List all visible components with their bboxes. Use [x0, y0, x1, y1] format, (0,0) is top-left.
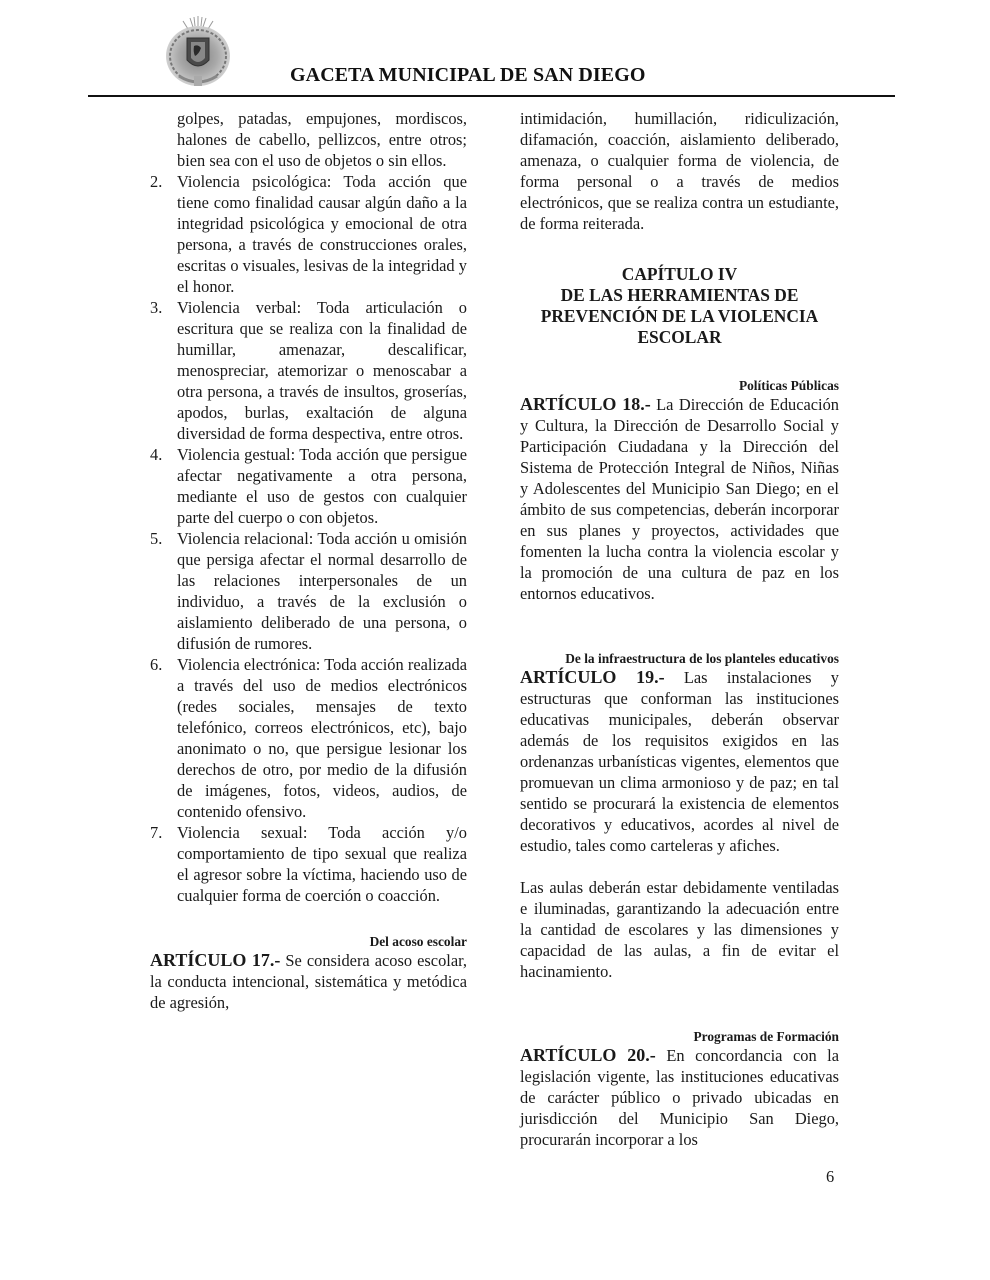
- list-number: 2.: [150, 172, 163, 191]
- violence-types-list: [150, 108, 467, 906]
- article-17-text: Se considera acoso escolar, la conducta intencional, sistemática y metódica de agresión,: [150, 951, 468, 1012]
- list-item: [150, 444, 467, 528]
- left-column: [150, 108, 467, 1013]
- article-18-subheading: Políticas Públicas: [738, 378, 839, 393]
- list-number: 3.: [150, 298, 163, 317]
- list-item-text: golpes, patadas, empujones, mordiscos, halones de cabello, pellizcos, entre otros; bien sea con el uso de objetos o sin ellos.: [177, 109, 467, 170]
- list-item-continuation: [150, 108, 467, 171]
- article-18-body: [520, 394, 839, 604]
- chapter-heading: [520, 264, 839, 348]
- article-19-label: ARTÍCULO 19.-: [520, 667, 665, 687]
- list-number: 5.: [150, 529, 163, 548]
- header-divider: [88, 95, 895, 97]
- list-number: 6.: [150, 655, 163, 674]
- chapter-title-line: DE LAS HERRAMIENTAS DE: [560, 285, 799, 305]
- chapter-title-line: PREVENCIÓN DE LA VIOLENCIA: [540, 306, 819, 326]
- article-19-text: Las instalaciones y estructuras que conforman las instituciones educativas municipales, deberán observar además de los requisitos exigidos en las ordenanzas urbanísticas vigentes, elementos que promuevan un clima armonioso y de paz; en tal sentido se procurará la existencia de elementos decorativos y educativos, acordes al nivel de estudio, tales como carteleras y afiches.: [520, 668, 839, 855]
- list-item: [150, 297, 467, 444]
- article-18-label: ARTÍCULO 18.-: [520, 394, 651, 414]
- list-item: [150, 528, 467, 654]
- list-number: 4.: [150, 445, 163, 464]
- article-17-body: [150, 950, 467, 1013]
- list-item: [150, 822, 467, 906]
- list-item-text: Violencia psicológica: Toda acción que tiene como finalidad causar algún daño a la integridad psicológica y emocional de otra persona, a través de construcciones orales, escritas o visuales, lesivas de la integridad y el honor.: [177, 172, 467, 296]
- list-item-text: Violencia electrónica: Toda acción realizada a través del uso de medios electrónicos (redes sociales, mensajes de texto telefónico, correos electrónicos, etc), bajo anonimato o no, que persigue lesionar los derechos de otro, por medio de la difusión de imágenes, fotos, videos, audios, de contenido ofensivo.: [177, 655, 467, 821]
- article-20-body: [520, 1045, 839, 1150]
- list-item-text: Violencia relacional: Toda acción u omisión que persiga afectar el normal desarrollo de las relaciones interpersonales de un individuo, a través de la exclusión o aislamiento deliberado de una persona, o difusión de rumores.: [177, 529, 467, 653]
- right-column: [520, 108, 839, 1150]
- list-number: 7.: [150, 823, 163, 842]
- list-item: [150, 654, 467, 822]
- article-19-paragraph-2: Las aulas deberán estar debidamente ventiladas e iluminadas, garantizando la adecuación entre la cantidad de escolares y las dimensiones y capacidad de las aulas, a fin de evitar el hacinamiento.: [520, 878, 839, 981]
- article-17-subheading: Del acoso escolar: [369, 934, 467, 949]
- article-18-text: La Dirección de Educación y Cultura, la Dirección de Desarrollo Social y Participación Ciudadana y la Dirección del Sistema de Protección Integral de Niños, Niñas y Adolescentes del Municipio San Diego; en el ámbito de sus competencias, deberán incorporar en sus planes y proyectos, actividades que fomenten la lucha contra la violencia escolar y la promoción de una cultura de paz en los entornos educativos.: [520, 395, 839, 603]
- chapter-title-line: ESCOLAR: [637, 327, 722, 347]
- page-number: 6: [826, 1167, 835, 1186]
- list-item: [150, 171, 467, 297]
- gazette-title: GACETA MUNICIPAL DE SAN DIEGO: [290, 64, 646, 86]
- article-20-label: ARTÍCULO 20.-: [520, 1045, 656, 1065]
- list-item-text: Violencia gestual: Toda acción que persigue afectar negativamente a otra persona, mediante el uso de gestos con cualquier parte del cuerpo o con objetos.: [177, 445, 467, 527]
- list-item-text: Violencia verbal: Toda articulación o escritura que se realiza con la finalidad de humillar, amenazar, descalificar, menospreciar, atemorizar o menoscabar a otra persona, a través de insultos, groserías, apodos, burlas, exaltación de alguna diversidad de forma despectiva, entre otros.: [177, 298, 467, 443]
- list-item-text: Violencia sexual: Toda acción y/o comportamiento de tipo sexual que realiza el agresor sobre la víctima, haciendo uso de cualquier forma de coerción o coacción.: [177, 823, 467, 905]
- article-19-body: [520, 667, 839, 856]
- article-20-subheading: Programas de Formación: [693, 1029, 839, 1044]
- article-20-text: En concordancia con la legislación vigente, las instituciones educativas de carácter público o privado ubicadas en jurisdicción del Municipio San Diego, procurarán incorporar a los: [520, 1046, 839, 1149]
- article-19-subheading: De la infraestructura de los planteles educativos: [565, 651, 839, 666]
- article-17-continuation: intimidación, humillación, ridiculización, difamación, coacción, aislamiento deliberado, amenaza, o cualquier forma de violencia, de forma personal o a través de medios electrónicos, que se realiza contra un estudiante, de forma reiterada.: [520, 109, 839, 233]
- chapter-number: CAPÍTULO IV: [621, 264, 738, 284]
- coat-of-arms-logo: [157, 14, 239, 90]
- article-17-label: ARTÍCULO 17.-: [150, 950, 281, 970]
